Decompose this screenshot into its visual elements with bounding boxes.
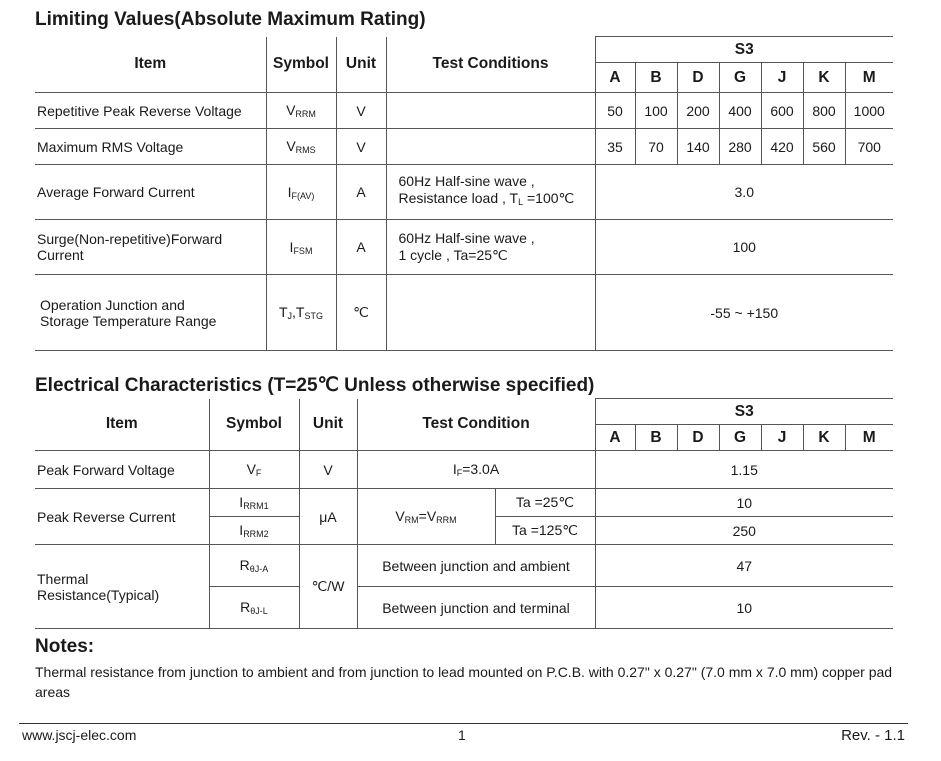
header-test-condition: Test Condition bbox=[357, 399, 595, 451]
grade-d: D bbox=[677, 63, 719, 93]
header-unit: Unit bbox=[299, 399, 357, 451]
header-symbol: Symbol bbox=[266, 37, 336, 93]
symbol-cell: $V_{RRM}$ bbox=[266, 93, 336, 129]
value-cell: 400 bbox=[719, 93, 761, 129]
footer-revision: Rev. - 1.1 bbox=[841, 727, 905, 744]
test-cell: Between junction and ambient bbox=[357, 545, 595, 587]
symbol-cell: $I_{RRM2}$ bbox=[209, 517, 299, 545]
value-cell: 3.0 bbox=[595, 165, 893, 220]
limiting-values-table bbox=[35, 36, 893, 351]
symbol-cell: $T_J,T_{STG}$ bbox=[266, 275, 336, 351]
test-cell: $V_{RM}=V_{RRM}$ bbox=[357, 489, 495, 545]
grade-a: A bbox=[595, 63, 635, 93]
grade-b: B bbox=[635, 425, 677, 451]
electrical-characteristics-title: Electrical Characteristics (T=25℃ Unless otherwise specified) bbox=[35, 375, 595, 396]
value-cell: 100 bbox=[635, 93, 677, 129]
table-row bbox=[35, 545, 893, 587]
value-cell: 10 bbox=[595, 587, 893, 629]
table-row bbox=[35, 93, 893, 129]
value-cell: 560 bbox=[803, 129, 845, 165]
item-cell: Peak Reverse Current bbox=[35, 489, 209, 545]
symbol-cell: $R_{\theta J-L}$ bbox=[209, 587, 299, 629]
table-row bbox=[35, 275, 893, 351]
test-cell bbox=[386, 275, 595, 351]
footer-divider bbox=[19, 723, 908, 724]
grade-j: J bbox=[761, 63, 803, 93]
test-cell bbox=[386, 129, 595, 165]
header-group-s3: S3 bbox=[595, 399, 893, 425]
item-cell: Operation Junction and Storage Temperature Range bbox=[35, 275, 266, 351]
item-cell: Surge(Non-repetitive)Forward Current bbox=[35, 220, 266, 275]
symbol-cell: $V_{RMS}$ bbox=[266, 129, 336, 165]
value-cell: 70 bbox=[635, 129, 677, 165]
table-row bbox=[35, 451, 893, 489]
grade-g: G bbox=[719, 425, 761, 451]
header-unit: Unit bbox=[336, 37, 386, 93]
notes-text: Thermal resistance from junction to ambient and from junction to lead mounted on P.C.B. with 0.27" x 0.27" (7.0 mm x 7.0 mm) copper pad areas bbox=[35, 664, 893, 700]
grade-b: B bbox=[635, 63, 677, 93]
value-cell: 600 bbox=[761, 93, 803, 129]
electrical-characteristics-table bbox=[35, 398, 893, 629]
footer-website: www.jscj-elec.com bbox=[22, 727, 137, 743]
test-cell: Ta =125℃ bbox=[495, 517, 595, 545]
symbol-cell: $V_F$ bbox=[209, 451, 299, 489]
value-cell: 280 bbox=[719, 129, 761, 165]
test-cell: Between junction and terminal bbox=[357, 587, 595, 629]
symbol-cell: $I_{F(AV)}$ bbox=[266, 165, 336, 220]
footer-page-number: 1 bbox=[458, 727, 466, 743]
symbol-cell: $I_{FSM}$ bbox=[266, 220, 336, 275]
symbol-cell: $R_{\theta J-A}$ bbox=[209, 545, 299, 587]
unit-cell: V bbox=[336, 129, 386, 165]
table-row bbox=[35, 220, 893, 275]
unit-cell: A bbox=[336, 220, 386, 275]
value-cell: 140 bbox=[677, 129, 719, 165]
notes-title: Notes: bbox=[35, 636, 95, 657]
value-cell: -55 ~ +150 bbox=[595, 275, 893, 351]
test-cell: $I_F=3.0A$ bbox=[357, 451, 595, 489]
grade-a: A bbox=[595, 425, 635, 451]
value-cell: 47 bbox=[595, 545, 893, 587]
header-item: Item bbox=[35, 37, 266, 93]
item-cell: Peak Forward Voltage bbox=[35, 451, 209, 489]
value-cell: 1000 bbox=[845, 93, 893, 129]
item-cell: Maximum RMS Voltage bbox=[35, 129, 266, 165]
header-test-conditions: Test Conditions bbox=[386, 37, 595, 93]
grade-j: J bbox=[761, 425, 803, 451]
value-cell: 250 bbox=[595, 517, 893, 545]
grade-m: M bbox=[845, 63, 893, 93]
unit-cell: μA bbox=[299, 489, 357, 545]
unit-cell: A bbox=[336, 165, 386, 220]
grade-m: M bbox=[845, 425, 893, 451]
value-cell: 1.15 bbox=[595, 451, 893, 489]
header-group-s3: S3 bbox=[595, 37, 893, 63]
header-item: Item bbox=[35, 399, 209, 451]
value-cell: 420 bbox=[761, 129, 803, 165]
header-symbol: Symbol bbox=[209, 399, 299, 451]
grade-k: K bbox=[803, 425, 845, 451]
unit-cell: ℃/W bbox=[299, 545, 357, 629]
item-cell: Thermal Resistance(Typical) bbox=[35, 545, 209, 629]
grade-g: G bbox=[719, 63, 761, 93]
value-cell: 10 bbox=[595, 489, 893, 517]
value-cell: 35 bbox=[595, 129, 635, 165]
grade-k: K bbox=[803, 63, 845, 93]
unit-cell: V bbox=[299, 451, 357, 489]
table-row bbox=[35, 489, 893, 517]
value-cell: 50 bbox=[595, 93, 635, 129]
unit-cell: ℃ bbox=[336, 275, 386, 351]
grade-d: D bbox=[677, 425, 719, 451]
table-row bbox=[35, 165, 893, 220]
symbol-cell: $I_{RRM1}$ bbox=[209, 489, 299, 517]
item-cell: Average Forward Current bbox=[35, 165, 266, 220]
value-cell: 200 bbox=[677, 93, 719, 129]
limiting-values-title: Limiting Values(Absolute Maximum Rating) bbox=[35, 9, 426, 30]
table-row bbox=[35, 129, 893, 165]
item-cell: Repetitive Peak Reverse Voltage bbox=[35, 93, 266, 129]
test-cell: 60Hz Half-sine wave , Resistance load , $T_L$ =100℃ bbox=[386, 165, 595, 220]
test-cell: 60Hz Half-sine wave , 1 cycle , Ta=25℃ bbox=[386, 220, 595, 275]
test-cell bbox=[386, 93, 595, 129]
value-cell: 800 bbox=[803, 93, 845, 129]
test-cell: Ta =25℃ bbox=[495, 489, 595, 517]
value-cell: 100 bbox=[595, 220, 893, 275]
unit-cell: V bbox=[336, 93, 386, 129]
value-cell: 700 bbox=[845, 129, 893, 165]
